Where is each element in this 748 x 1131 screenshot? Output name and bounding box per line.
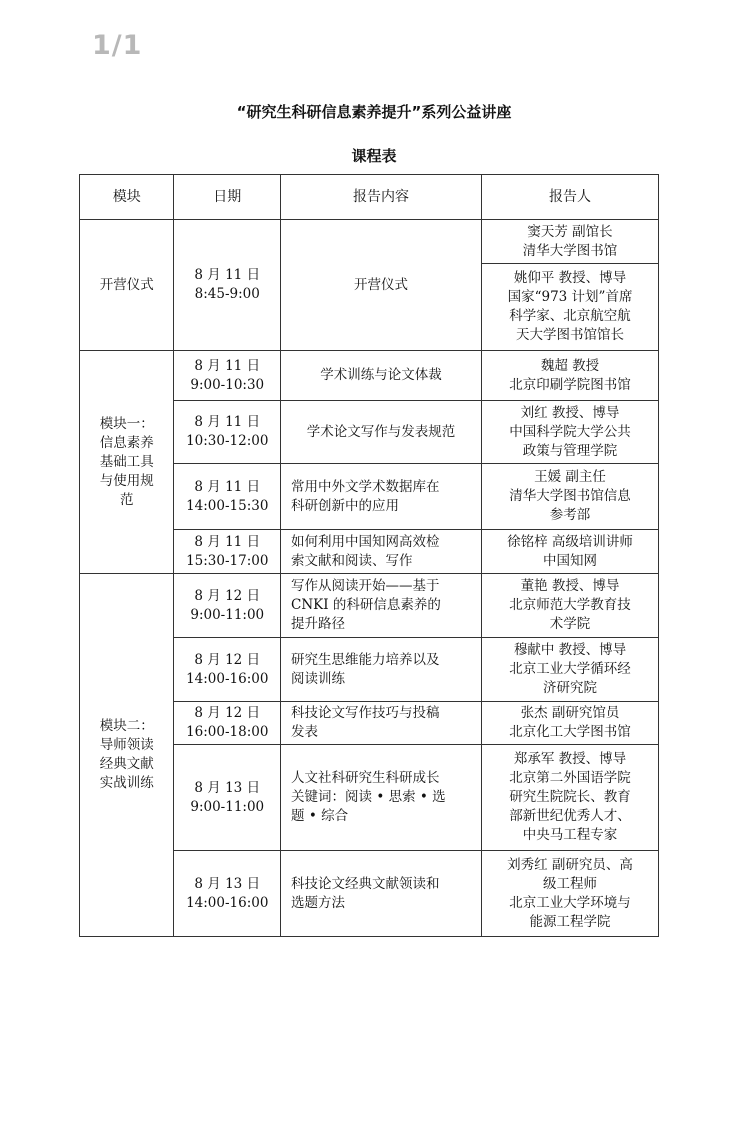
- speaker-line: 天大学图书馆馆长: [516, 327, 625, 343]
- date-cell: [174, 530, 281, 574]
- speaker-line: 北京第二外国语学院: [509, 770, 631, 786]
- date-time: 14:00-15:30: [186, 497, 269, 514]
- content-line: 关键词：阅读 • 思索 • 选: [291, 789, 446, 805]
- date-cell: [174, 745, 281, 851]
- speaker-cell: [482, 530, 659, 574]
- content-line: 科技论文经典文献领读和: [291, 875, 440, 892]
- speaker-line: 北京工业大学环境与: [509, 894, 631, 911]
- content-line: 写作从阅读开始——基于: [291, 578, 440, 594]
- speaker-line: 姚仰平 教授、博导: [513, 270, 627, 286]
- content-line: 学术训练与论文体裁: [320, 367, 442, 383]
- date-day: 8 月 12 日: [194, 587, 261, 604]
- content-line: 学术论文写作与发表规范: [306, 423, 456, 440]
- header-speaker: 报告人: [482, 175, 659, 220]
- content-line: 选题方法: [291, 894, 346, 911]
- speaker-line: 北京印刷学院图书馆: [509, 376, 631, 393]
- content-line: 科技论文写作技巧与投稿: [291, 705, 440, 721]
- date-time: 10:30-12:00: [186, 433, 269, 449]
- speaker-cell: [482, 851, 659, 937]
- date-day: 8 月 13 日: [194, 875, 261, 892]
- date-time: 8:45-9:00: [194, 286, 260, 302]
- content-line: 题 • 综合: [291, 808, 349, 824]
- content-cell: [281, 638, 482, 702]
- module-cell-opening: [80, 220, 174, 351]
- speaker-line: 政策与管理学院: [522, 442, 618, 459]
- speaker-line: 参考部: [549, 507, 591, 523]
- content-line: 开营仪式: [354, 276, 409, 293]
- speaker-line: 穆献中 教授、博导: [513, 642, 627, 658]
- date-cell: [174, 401, 281, 464]
- speaker-line: 郑承军 教授、博导: [513, 751, 627, 767]
- date-time: 15:30-17:00: [186, 552, 269, 569]
- module-cell-1: [80, 351, 174, 574]
- content-cell: [281, 351, 482, 401]
- table-header-row: [80, 175, 659, 220]
- speaker-line: 清华大学图书馆: [522, 242, 618, 259]
- speaker-cell: [482, 638, 659, 702]
- speaker-cell: [482, 464, 659, 530]
- content-cell: [281, 702, 482, 745]
- date-cell: [174, 702, 281, 745]
- speaker-line: 窦天芳 副馆长: [527, 223, 613, 240]
- date-cell: [174, 464, 281, 530]
- module-label: 模块二：: [99, 718, 154, 734]
- speaker-line: 能源工程学院: [529, 913, 611, 930]
- content-line: 人文社科研究生科研成长: [291, 770, 440, 786]
- page-indicator: 1/1: [92, 30, 143, 61]
- document-subtitle: 课程表: [351, 147, 397, 165]
- speaker-line: 北京化工大学图书馆: [509, 724, 631, 740]
- speaker-cell: [482, 702, 659, 745]
- document-title: “研究生科研信息素养提升”系列公益讲座: [236, 103, 512, 121]
- speaker-cell: [482, 574, 659, 638]
- date-day: 8 月 13 日: [194, 779, 261, 796]
- speaker-line: 北京工业大学循环经: [509, 661, 631, 677]
- date-day: 8 月 11 日: [194, 414, 261, 430]
- speaker-line: 张杰 副研究馆员: [520, 705, 620, 721]
- table-row: [80, 220, 659, 264]
- speaker-line: 刘秀红 副研究员、高: [507, 856, 633, 873]
- content-line: 提升路径: [291, 616, 346, 632]
- header-module: 模块: [80, 175, 174, 220]
- speaker-line: 中国科学院大学公共: [509, 423, 631, 440]
- speaker-line: 科学家、北京航空航: [509, 308, 631, 324]
- content-line: 发表: [291, 724, 319, 740]
- date-cell: [174, 851, 281, 937]
- content-line: 常用中外文学术数据库在: [291, 478, 440, 495]
- speaker-line: 国家“973 计划”首席: [507, 289, 633, 305]
- date-time: 9:00-10:30: [190, 376, 265, 393]
- table-row: [80, 574, 659, 638]
- module-label: 实战训练: [99, 775, 154, 791]
- content-cell: [281, 745, 482, 851]
- speaker-line: 济研究院: [543, 680, 598, 696]
- date-day: 8 月 11 日: [194, 533, 261, 550]
- speaker-cell: [482, 351, 659, 401]
- module-label: 范: [119, 491, 134, 508]
- date-time: 9:00-11:00: [190, 798, 265, 815]
- schedule-table: [79, 174, 659, 937]
- speaker-line: 级工程师: [543, 875, 598, 892]
- date-cell: [174, 638, 281, 702]
- module-label: 开营仪式: [99, 276, 154, 293]
- speaker-cell: [482, 220, 659, 264]
- date-day: 8 月 12 日: [194, 705, 261, 721]
- content-line: CNKI 的科研信息素养的: [291, 597, 441, 613]
- speaker-line: 董艳 教授、博导: [520, 578, 620, 594]
- content-cell: [281, 464, 482, 530]
- content-line: 索文献和阅读、写作: [291, 552, 413, 569]
- speaker-line: 王媛 副主任: [534, 469, 606, 485]
- content-line: 如何利用中国知网高效检: [291, 533, 440, 550]
- module-label: 基础工具: [99, 453, 154, 470]
- speaker-line: 徐铭梓 高级培训讲师: [507, 533, 633, 550]
- date-time: 9:00-11:00: [190, 606, 265, 623]
- header-date: 日期: [174, 175, 281, 220]
- speaker-line: 魏超 教授: [540, 357, 600, 374]
- date-cell: [174, 220, 281, 351]
- header-content: 报告内容: [281, 175, 482, 220]
- speaker-cell: [482, 745, 659, 851]
- content-line: 阅读训练: [291, 670, 346, 687]
- speaker-line: 部新世纪优秀人才、: [509, 808, 631, 824]
- module-label: 信息素养: [99, 434, 154, 451]
- date-time: 14:00-16:00: [186, 670, 269, 687]
- speaker-cell: [482, 401, 659, 464]
- module-label: 经典文献: [99, 756, 154, 772]
- content-line: 研究生思维能力培养以及: [291, 651, 440, 668]
- date-cell: [174, 351, 281, 401]
- table-row: [80, 351, 659, 401]
- speaker-line: 清华大学图书馆信息: [509, 488, 631, 504]
- module-label: 与使用规: [99, 472, 154, 489]
- date-cell: [174, 574, 281, 638]
- date-time: 14:00-16:00: [186, 894, 269, 911]
- content-cell: [281, 401, 482, 464]
- speaker-cell: [482, 264, 659, 351]
- date-day: 8 月 11 日: [194, 478, 261, 495]
- speaker-line: 北京师范大学教育技: [509, 597, 631, 613]
- module-label: 模块一：: [99, 415, 154, 432]
- speaker-line: 研究生院院长、教育: [509, 789, 631, 805]
- speaker-line: 中国知网: [543, 552, 598, 569]
- module-cell-2: [80, 574, 174, 937]
- date-day: 8 月 11 日: [194, 267, 261, 283]
- content-cell: [281, 851, 482, 937]
- content-cell: [281, 220, 482, 351]
- speaker-line: 术学院: [549, 616, 591, 632]
- content-cell: [281, 574, 482, 638]
- speaker-line: 刘红 教授、博导: [520, 404, 620, 421]
- content-line: 科研创新中的应用: [291, 497, 400, 514]
- date-day: 8 月 11 日: [194, 357, 261, 374]
- date-day: 8 月 12 日: [194, 651, 261, 668]
- content-cell: [281, 530, 482, 574]
- date-time: 16:00-18:00: [186, 724, 269, 740]
- module-label: 导师领读: [99, 737, 154, 753]
- speaker-line: 中央马工程专家: [522, 827, 618, 843]
